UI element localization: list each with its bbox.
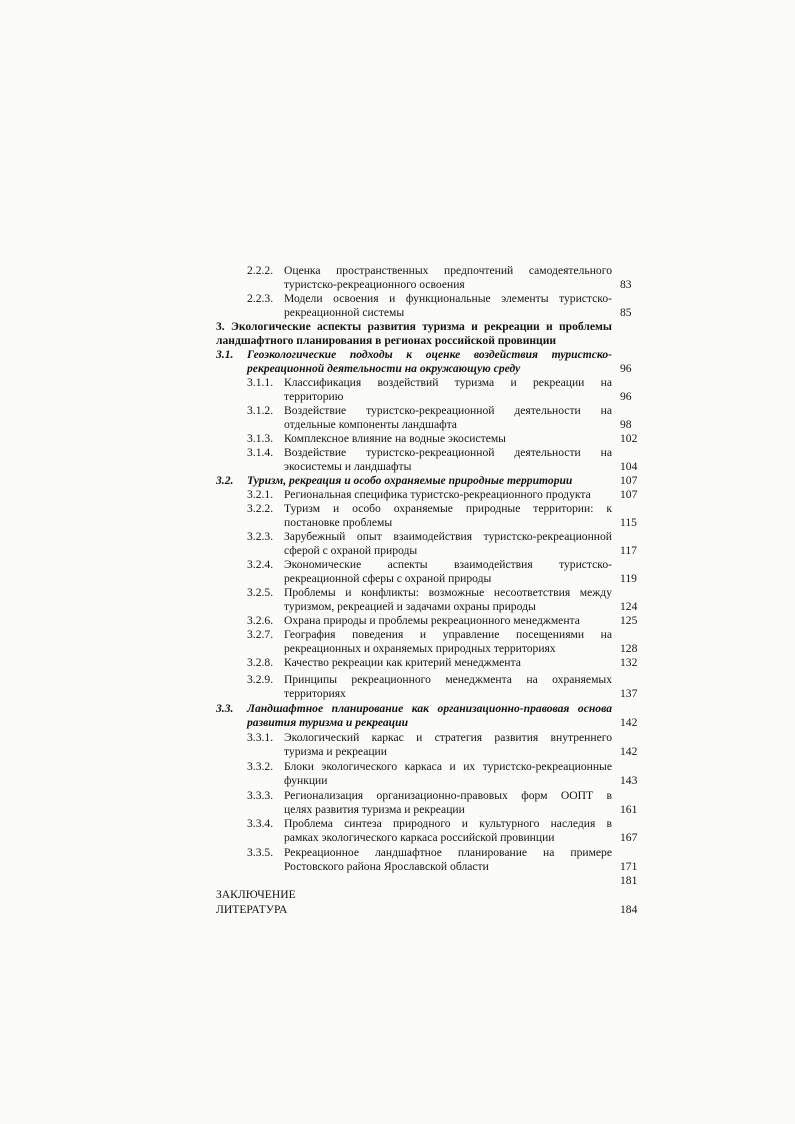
section-title-line: Ландшафтное планирование как организационно-правовая основа	[247, 702, 612, 715]
section-title-line: рекреационной сферы с охраной природы	[284, 572, 492, 585]
section-number: 3.2.6.	[247, 614, 274, 627]
page-number: 137	[620, 687, 638, 700]
section-title-line: рекреационных и охраняемых природных территориях	[284, 642, 556, 655]
section-title-line: Региональная специфика туристско-рекреационного продукта	[284, 488, 591, 501]
section-title-line: Модели освоения и функциональные элементы туристско-	[284, 292, 612, 305]
section-title-line: Блоки экологического каркаса и их туристско-рекреационные	[284, 760, 612, 773]
page-number: 96	[620, 362, 632, 375]
section-number: 3.2.2.	[247, 502, 274, 515]
section-title-line: Проблема синтеза природного и культурного наследия в	[284, 817, 612, 830]
section-title-line: Рекреационное ландшафтное планирование на примере	[284, 846, 612, 859]
section-title-line: Воздействие туристско-рекреационной деятельности на	[284, 446, 612, 459]
section-title-line: рамках экологического каркаса российской провинции	[284, 831, 555, 844]
section-number: 2.2.3.	[247, 292, 274, 305]
page-number: 128	[620, 642, 638, 655]
page-number: 102	[620, 432, 638, 445]
section-title-line: развития туризма и рекреации	[247, 716, 409, 729]
section-title-line: Воздействие туристско-рекреационной деятельности на	[284, 404, 612, 417]
page-number: 142	[620, 745, 638, 758]
page-number: 161	[620, 803, 638, 816]
section-title-line: Классификация воздействий туризма и рекреации на	[284, 376, 612, 389]
section-title-line: Комплексное влияние на водные экосистемы	[284, 432, 506, 445]
section-title-line: туризмом, рекреацией и задачами охраны природы	[284, 600, 536, 613]
section-number: 3.3.3.	[247, 789, 274, 802]
section-title-line: Геоэкологические подходы к оценке воздействия туристско-	[247, 348, 612, 361]
page-number: 115	[620, 516, 637, 529]
section-number: 3.2.	[216, 474, 234, 487]
page-number: 125	[620, 614, 638, 627]
page-number: 119	[620, 572, 637, 585]
section-number: 3.2.3.	[247, 530, 274, 543]
section-title-line: Оценка пространственных предпочтений самодеятельного	[284, 264, 612, 277]
section-title-line: отдельные компоненты ландшафта	[284, 418, 457, 431]
section-title-line: сферой с охраной природы	[284, 544, 418, 557]
section-number: 3.1.	[216, 348, 234, 361]
section-title-line: территориях	[284, 687, 346, 700]
section-title-line: экосистемы и ландшафты	[284, 460, 412, 473]
section-number: 3.2.9.	[247, 673, 274, 686]
page-number: 98	[620, 418, 632, 431]
section-title-line: Охрана природы и проблемы рекреационного менеджмента	[284, 614, 580, 627]
section-title-line: Зарубежный опыт взаимодействия туристско-рекреационной	[284, 530, 612, 543]
page-number: 142	[620, 716, 638, 729]
section-number: 3.3.	[216, 702, 234, 715]
section-title-line: География поведения и управление посещениями на	[284, 628, 612, 641]
chapter-title-line: 3. Экологические аспекты развития туризма и рекреации и проблемы	[216, 320, 612, 333]
section-title-line: Качество рекреации как критерий менеджмента	[284, 656, 521, 669]
page-number: 83	[620, 278, 632, 291]
section-title-line: Регионализация организационно-правовых форм ООПТ в	[284, 789, 612, 802]
page-number: 107	[620, 488, 638, 501]
section-number: 3.1.2.	[247, 404, 274, 417]
section-title: ЗАКЛЮЧЕНИЕ	[216, 888, 296, 901]
section-number: 3.2.7.	[247, 628, 274, 641]
section-title-line: Проблемы и конфликты: возможные несоответствия между	[284, 586, 612, 599]
section-number: 3.2.5.	[247, 586, 274, 599]
section-title: ЛИТЕРАТУРА	[216, 903, 288, 916]
section-title-line: Экономические аспекты взаимодействия туристско-	[284, 558, 612, 571]
chapter-title-line: ландшафтного планирования в регионах российской провинции	[216, 334, 557, 347]
page-number: 171	[620, 860, 638, 873]
section-number: 2.2.2.	[247, 264, 274, 277]
section-number: 3.2.1.	[247, 488, 274, 501]
section-number: 3.2.8.	[247, 656, 274, 669]
page-number: 132	[620, 656, 638, 669]
section-title-line: рекреационной деятельности на окружающую среду	[247, 362, 521, 375]
section-title-line: целях развития туризма и рекреации	[284, 803, 465, 816]
section-number: 3.1.1.	[247, 376, 274, 389]
section-title-line: функции	[284, 774, 328, 787]
section-title-line: туристско-рекреационного освоения	[284, 278, 465, 291]
section-title-line: Туризм и особо охраняемые природные территории: к	[284, 502, 612, 515]
section-title-line: Принципы рекреационного менеджмента на охраняемых	[284, 673, 612, 686]
page-number: 181	[620, 874, 638, 887]
page-number: 107	[620, 474, 638, 487]
page-number: 143	[620, 774, 638, 787]
page-number: 104	[620, 460, 638, 473]
section-title-line: Ростовского района Ярославской области	[284, 860, 489, 873]
section-title-line: Туризм, рекреация и особо охраняемые природные территории	[247, 474, 573, 487]
section-number: 3.1.4.	[247, 446, 274, 459]
section-title-line: туризма и рекреации	[284, 745, 387, 758]
page-number: 184	[620, 903, 638, 916]
section-title-line: постановке проблемы	[284, 516, 393, 529]
section-number: 3.3.2.	[247, 760, 274, 773]
section-number: 3.3.1.	[247, 731, 274, 744]
section-title-line: Экологический каркас и стратегия развития внутреннего	[284, 731, 612, 744]
page-number: 117	[620, 544, 637, 557]
page-number: 124	[620, 600, 638, 613]
page-number: 167	[620, 831, 638, 844]
page-number: 85	[620, 306, 632, 319]
section-number: 3.2.4.	[247, 558, 274, 571]
section-number: 3.3.5.	[247, 846, 274, 859]
section-number: 3.1.3.	[247, 432, 274, 445]
section-title-line: рекреационной системы	[284, 306, 405, 319]
section-title-line: территорию	[284, 390, 344, 403]
page-number: 96	[620, 390, 632, 403]
section-number: 3.3.4.	[247, 817, 274, 830]
